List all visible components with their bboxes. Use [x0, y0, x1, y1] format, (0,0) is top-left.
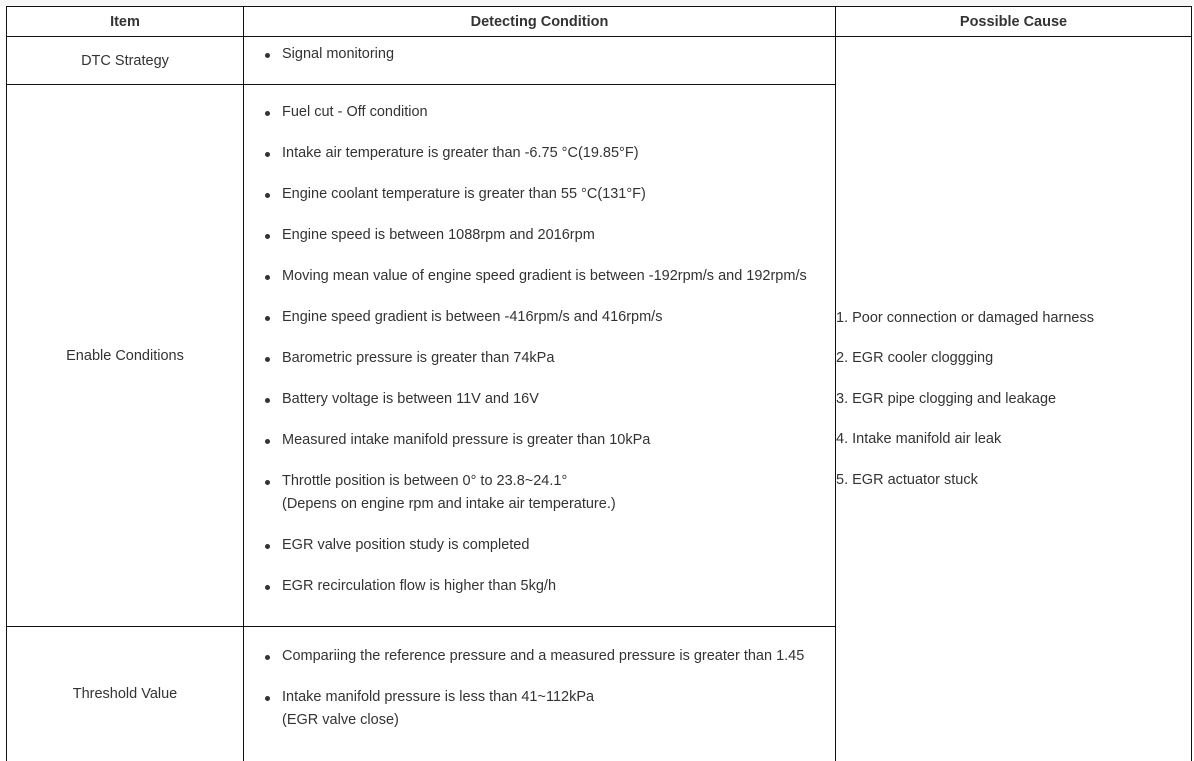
- possible-cause-cell: [836, 37, 1192, 761]
- condition-text: Engine coolant temperature is greater than 55 °C(131°F): [282, 186, 646, 202]
- condition-item: [244, 645, 835, 668]
- condition-text: Intake air temperature is greater than -6.75 °C(19.85°F): [282, 145, 639, 161]
- condition-item: [244, 575, 835, 598]
- condition-text: Battery voltage is between 11V and 16V: [282, 391, 539, 407]
- cause-item: 5. EGR actuator stuck: [836, 471, 978, 488]
- condition-list: [244, 639, 835, 732]
- condition-item: [244, 142, 835, 165]
- condition-text: Compariing the reference pressure and a measured pressure is greater than 1.45: [282, 647, 805, 664]
- condition-text: Engine speed gradient is between -416rpm/s and 416rpm/s: [282, 309, 663, 325]
- condition-cell: [244, 37, 836, 85]
- diagnostic-table: [6, 6, 1192, 761]
- condition-text: Barometric pressure is greater than 74kPa: [282, 350, 555, 366]
- condition-item: [244, 347, 835, 370]
- condition-item: [244, 470, 835, 516]
- condition-item: [244, 534, 835, 557]
- cause-item: 1. Poor connection or damaged harness: [836, 309, 1094, 326]
- condition-list: [244, 95, 835, 598]
- condition-item: [244, 265, 835, 288]
- header-item: Item: [7, 7, 244, 37]
- condition-note: (EGR valve close): [282, 711, 399, 728]
- condition-text: Measured intake manifold pressure is greater than 10kPa: [282, 432, 651, 448]
- condition-item: [244, 43, 835, 66]
- condition-cell: [244, 627, 836, 761]
- condition-text: EGR recirculation flow is higher than 5kg/h: [282, 578, 557, 594]
- condition-item: [244, 686, 835, 732]
- condition-list: [244, 37, 835, 66]
- condition-cell: [244, 85, 836, 627]
- item-cell: Threshold Value: [7, 627, 244, 761]
- possible-cause-list: [836, 307, 1191, 492]
- condition-note: (Depens on engine rpm and intake air temperature.): [282, 496, 616, 512]
- table-row-dtc-strategy: [7, 37, 1192, 85]
- item-cell: Enable Conditions: [7, 85, 244, 627]
- header-detecting-condition: Detecting Condition: [244, 7, 836, 37]
- cause-item: 4. Intake manifold air leak: [836, 431, 1002, 447]
- condition-text: Fuel cut - Off condition: [282, 104, 428, 120]
- condition-text: EGR valve position study is completed: [282, 537, 530, 553]
- condition-item: [244, 388, 835, 411]
- condition-text: Intake manifold pressure is less than 41~112kPa: [282, 688, 595, 705]
- table-header-row: [7, 7, 1192, 37]
- condition-text: Throttle position is between 0° to 23.8~24.1°: [282, 473, 568, 489]
- item-cell: DTC Strategy: [7, 37, 244, 85]
- condition-item: [244, 306, 835, 329]
- cause-item: 2. EGR cooler cloggging: [836, 350, 994, 366]
- condition-text: Engine speed is between 1088rpm and 2016rpm: [282, 227, 595, 243]
- condition-item: [244, 429, 835, 452]
- condition-item: [244, 101, 835, 124]
- header-possible-cause: Possible Cause: [836, 7, 1192, 37]
- cause-item: 3. EGR pipe clogging and leakage: [836, 390, 1057, 407]
- condition-item: [244, 224, 835, 247]
- condition-text: Moving mean value of engine speed gradient is between -192rpm/s and 192rpm/s: [282, 268, 807, 284]
- condition-text: Signal monitoring: [282, 46, 395, 62]
- condition-item: [244, 183, 835, 206]
